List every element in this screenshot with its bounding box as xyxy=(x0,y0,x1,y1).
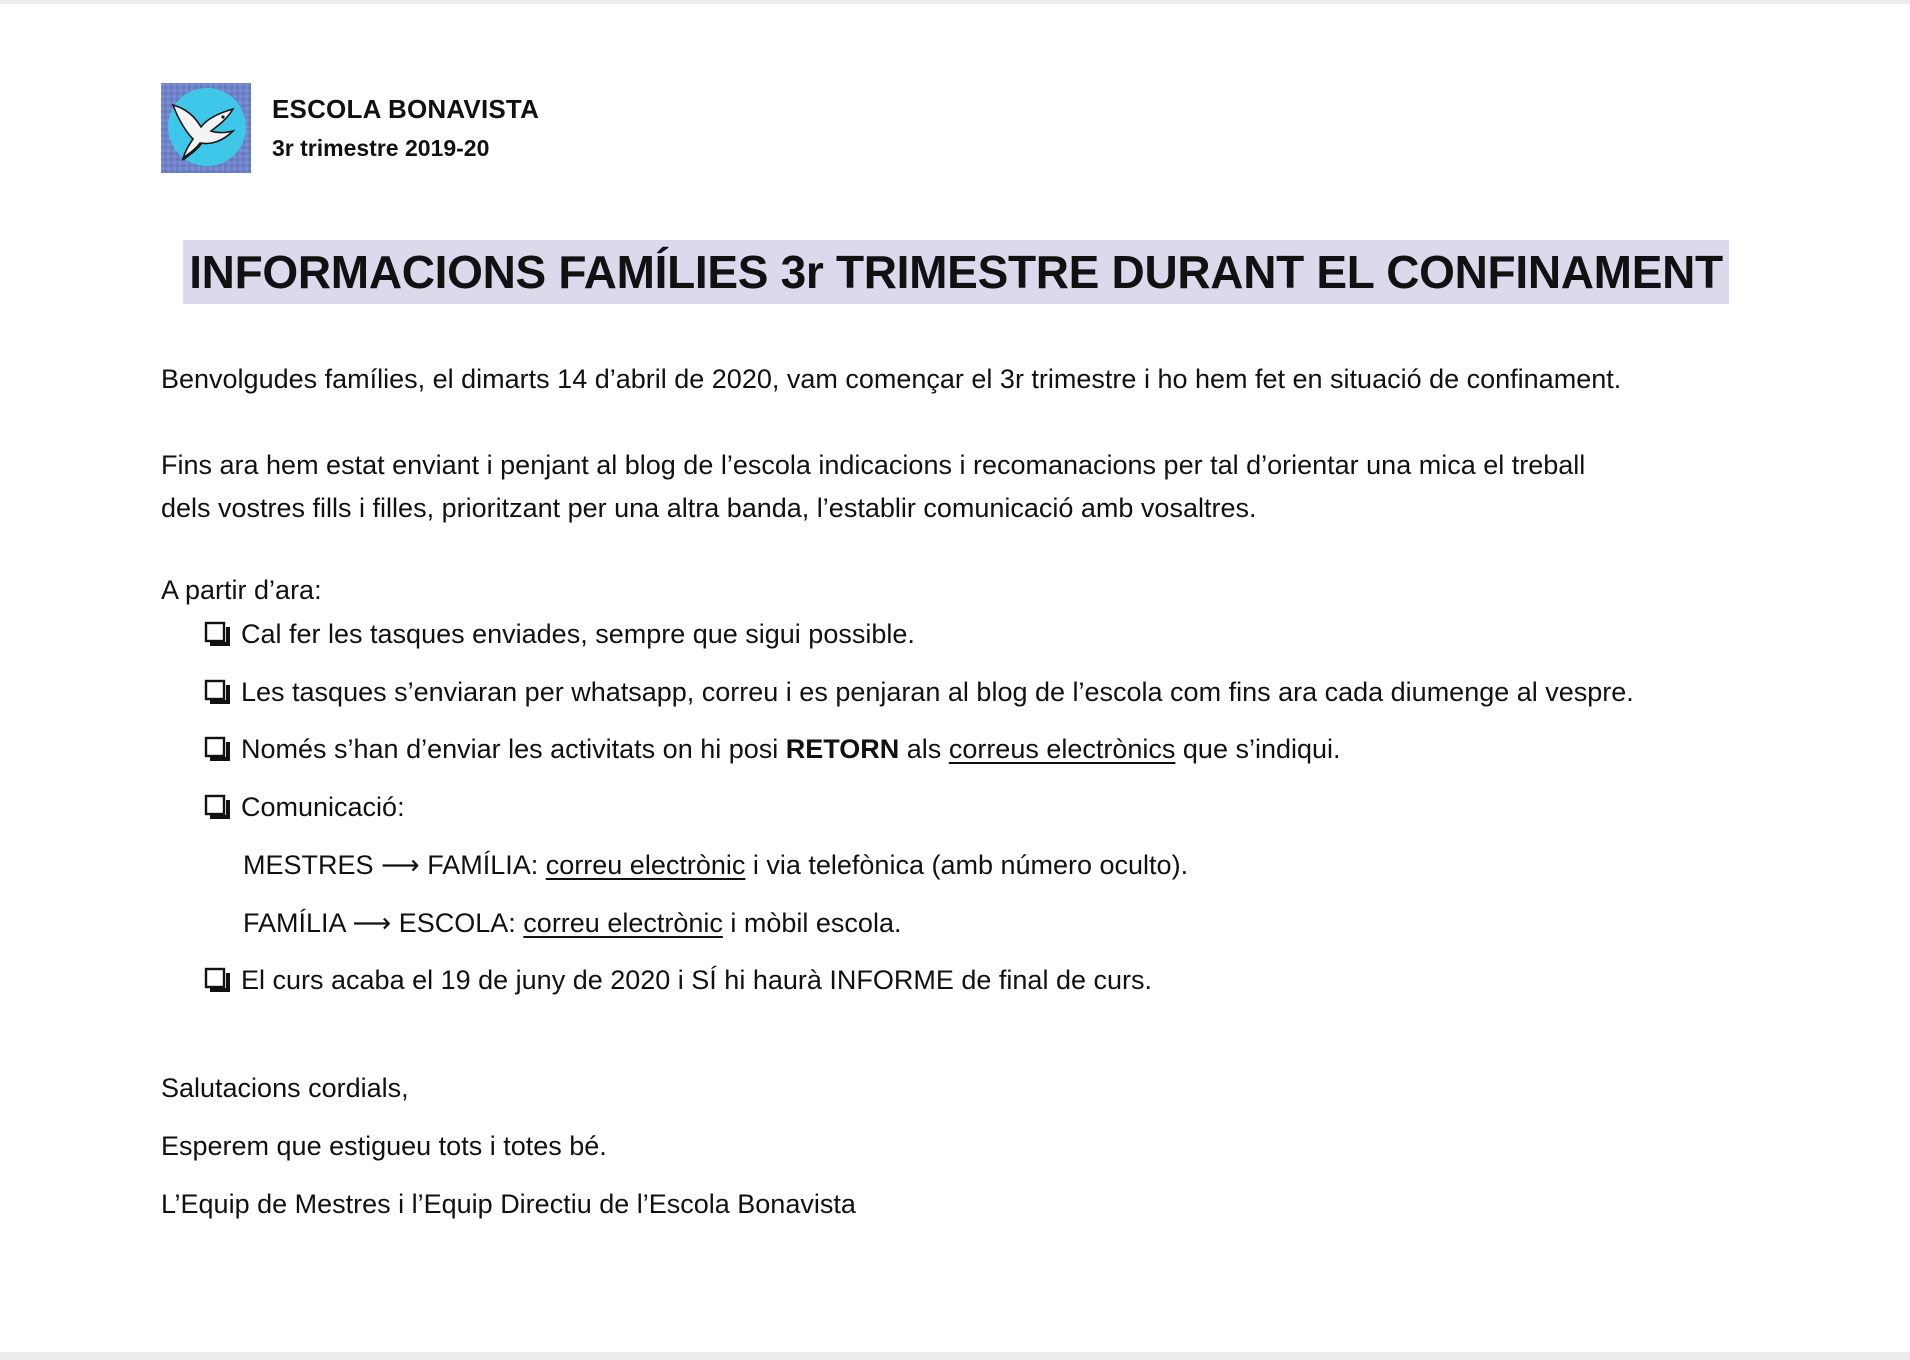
checkbox-bullet-icon xyxy=(203,677,231,707)
paragraph-line-1: Fins ara hem estat enviant i penjant al blog de l’escola indicacions i recomanacions per tal d’orientar una mica el treball xyxy=(161,450,1586,480)
paragraph-line-2: dels vostres fills i filles, prioritzant per una altra banda, l’establir comunicació amb vosaltres. xyxy=(161,493,1257,523)
bullet-text-pre: Només s’han d’enviar les activitats on hi posi xyxy=(241,734,786,764)
bullet-text-mid: als xyxy=(899,734,949,764)
mestres-label: MESTRES ⟶ FAMÍLIA: xyxy=(243,850,546,880)
familia-post: i mòbil escola. xyxy=(722,908,902,938)
list-item xyxy=(203,672,1634,712)
list-item xyxy=(203,729,1341,769)
document-page xyxy=(0,4,1910,1352)
closing-signature: L’Equip de Mestres i l’Equip Directiu de l’Escola Bonavista xyxy=(161,1189,856,1219)
bullet-text: El curs acaba el 19 de juny de 2020 i SÍ hi haurà INFORME de final de curs. xyxy=(241,965,1152,995)
school-name: ESCOLA BONAVISTA xyxy=(272,94,540,124)
checkbox-bullet-icon xyxy=(203,619,231,649)
list-item xyxy=(203,960,1152,1000)
retorn-keyword: RETORN xyxy=(785,734,900,764)
checkbox-bullet-icon xyxy=(203,734,231,764)
bullet-text: Cal fer les tasques enviades, sempre que sigui possible. xyxy=(241,619,915,649)
familia-label: FAMÍLIA ⟶ ESCOLA: xyxy=(243,908,524,938)
bullet-text: Les tasques s’enviaran per whatsapp, correu i es penjaran al blog de l’escola com fins ara cada diumenge al vespre. xyxy=(241,677,1634,707)
communication-mestres-line xyxy=(243,845,1188,885)
bullet-text: Comunicació: xyxy=(241,792,405,822)
term-label: 3r trimestre 2019-20 xyxy=(272,135,490,161)
bullet-text xyxy=(241,729,1341,769)
email-link[interactable]: correu electrònic xyxy=(523,908,723,938)
from-now-label: A partir d’ara: xyxy=(161,575,322,605)
mestres-post: i via telefònica (amb número oculto). xyxy=(745,850,1189,880)
intro-paragraph: Benvolgudes famílies, el dimarts 14 d’abril de 2020, vam començar el 3r trimestre i ho hem fet en situació de confinament. xyxy=(161,364,1622,394)
checkbox-bullet-icon xyxy=(203,965,231,995)
list-item xyxy=(203,787,405,827)
page-title: INFORMACIONS FAMÍLIES 3r TRIMESTRE DURANT EL CONFINAMENT xyxy=(183,240,1729,304)
email-link[interactable]: correu electrònic xyxy=(545,850,746,880)
checkbox-bullet-icon xyxy=(203,792,231,822)
communication-familia-line xyxy=(243,903,901,943)
email-link[interactable]: correus electrònics xyxy=(948,734,1176,764)
closing-line-1: Salutacions cordials, xyxy=(161,1073,409,1103)
closing-line-2: Esperem que estigueu tots i totes bé. xyxy=(161,1131,607,1161)
list-item xyxy=(203,614,915,654)
school-logo-dove-icon xyxy=(161,83,251,173)
bullet-text-post: que s’indiqui. xyxy=(1175,734,1341,764)
